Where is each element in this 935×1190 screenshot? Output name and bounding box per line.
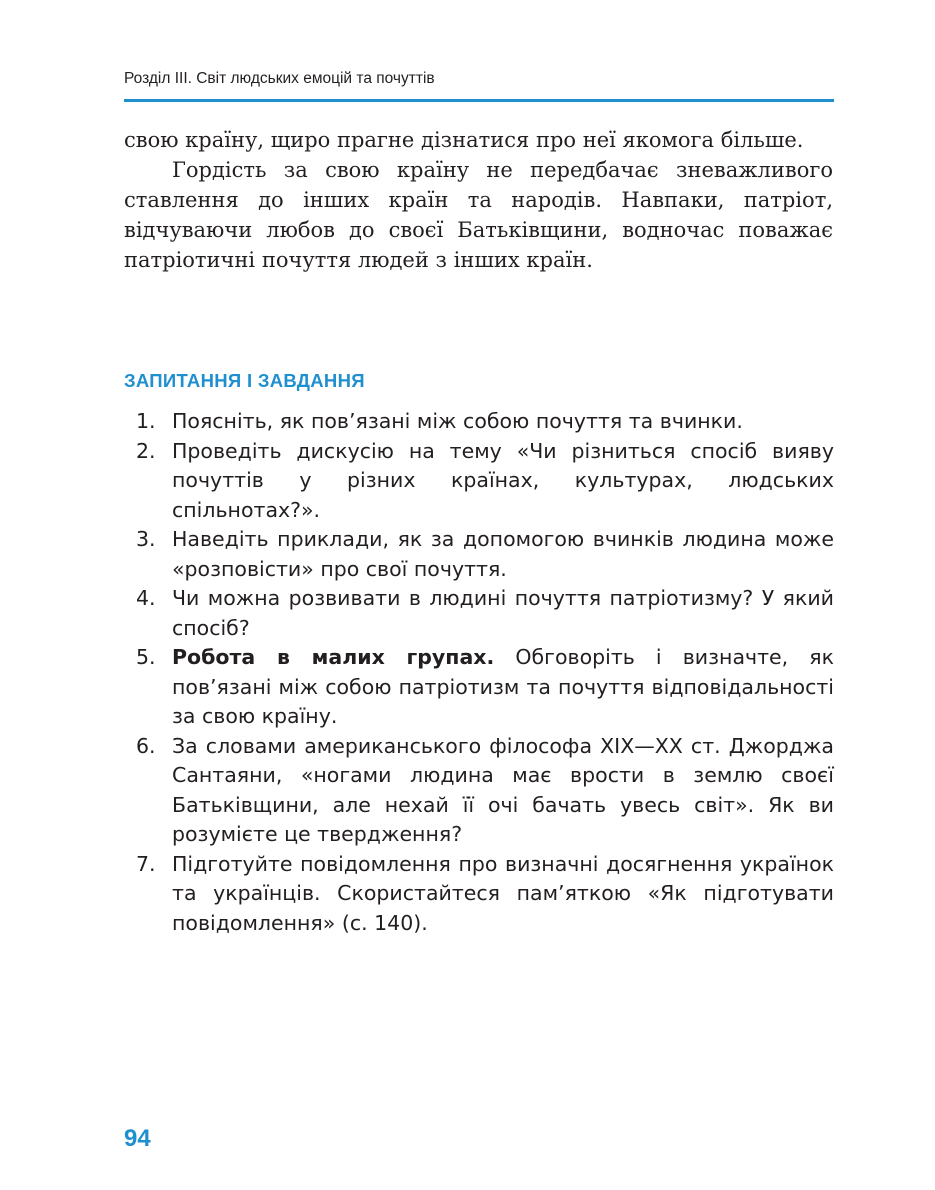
task-text: Поясніть, як пов’язані між собою почуття та вчинки. xyxy=(172,409,743,433)
task-item xyxy=(124,732,834,850)
task-item xyxy=(124,437,834,526)
task-number: 7. xyxy=(136,851,156,876)
task-number: 4. xyxy=(136,586,156,610)
task-item xyxy=(124,643,834,732)
paragraph-continuation: свою країну, щиро прагне дізнатися про неї якомога більше. xyxy=(124,128,804,152)
running-header: Розділ ІІІ. Світ людських емоцій та почуттів xyxy=(124,70,435,87)
header-divider xyxy=(124,99,834,102)
page-number: 94 xyxy=(124,1125,151,1152)
section-title: ЗАПИТАННЯ І ЗАВДАННЯ xyxy=(124,370,365,391)
task-item xyxy=(124,525,834,584)
task-number: 2. xyxy=(136,438,156,463)
task-number: 3. xyxy=(136,527,156,551)
paragraph-pride: Гордість за свою країну не передбачає зневажливого ставлення до інших країн та народів. Навпаки, патріот, відчуваючи любов до своєї Батьківщини, водночас поважає патріотичні почуття людей з інших країн. xyxy=(124,158,833,272)
task-number: 1. xyxy=(136,409,156,433)
task-item xyxy=(124,584,834,643)
task-number: 5. xyxy=(136,645,156,669)
task-text: Підготуйте повідомлення про визначні досягнення українок та українців. Скористайтеся пам’яткою «Як підготувати повідомлення» (с. 140). xyxy=(172,851,834,935)
task-text: Чи можна розвивати в людині почуття патріотизму? У який спосіб? xyxy=(172,586,834,640)
task-item xyxy=(124,850,834,939)
task-list xyxy=(124,407,834,938)
task-text: Проведіть дискусію на тему «Чи різниться спосіб вияву почуттів у різних країнах, культурах, людських спільнотах?». xyxy=(172,438,834,522)
task-number: 6. xyxy=(136,733,156,758)
task-text: За словами американського філософа XIX—XX ст. Джорджа Сантаяни, «ногами людина має врости в землю своєї Батьківщини, але нехай її очі бачать увесь світ». Як ви розумієте це твердження? xyxy=(172,733,834,846)
task-item xyxy=(124,407,834,437)
task-text: Обговоріть і визначте, як пов’язані між собою патріотизм та почуття відповідальності за свою країну. xyxy=(172,645,834,728)
task-text: Наведіть приклади, як за допомогою вчинків людина може «розповісти» про свої почуття. xyxy=(172,527,834,581)
task-bold-lead: Робота в малих групах. xyxy=(172,645,495,669)
body-text xyxy=(124,125,833,275)
